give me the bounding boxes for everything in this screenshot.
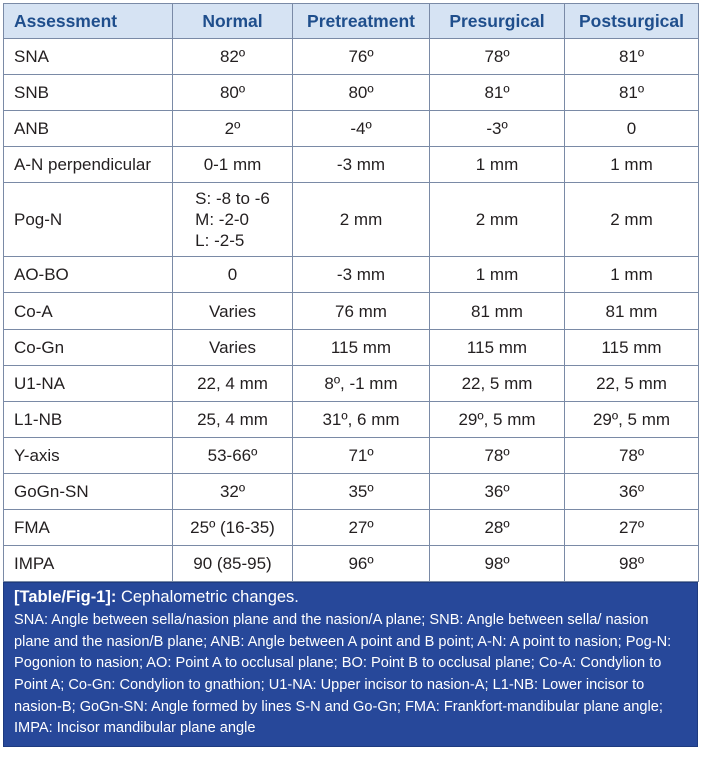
row-label: Y-axis bbox=[4, 437, 173, 473]
value-line: S: -8 to -6 bbox=[195, 189, 270, 209]
table-cell: Varies bbox=[173, 329, 293, 365]
table-cell: -3º bbox=[430, 111, 565, 147]
row-label: U1-NA bbox=[4, 365, 173, 401]
table-cell: 36º bbox=[565, 473, 699, 509]
table-row bbox=[4, 546, 699, 582]
table-cell: -4º bbox=[293, 111, 430, 147]
table-cell: 27º bbox=[293, 510, 430, 546]
table-cell: 2 mm bbox=[430, 183, 565, 257]
row-label: SNB bbox=[4, 75, 173, 111]
table-cell: Varies bbox=[173, 293, 293, 329]
row-label: FMA bbox=[4, 510, 173, 546]
table-cell: -3 mm bbox=[293, 257, 430, 293]
table-row bbox=[4, 473, 699, 509]
table-cell: 25, 4 mm bbox=[173, 401, 293, 437]
header-assessment: Assessment bbox=[4, 4, 173, 39]
table-row bbox=[4, 510, 699, 546]
row-label: Co-Gn bbox=[4, 329, 173, 365]
table-cell: 81º bbox=[430, 75, 565, 111]
header-postsurgical: Postsurgical bbox=[565, 4, 699, 39]
table-cell: 22, 5 mm bbox=[430, 365, 565, 401]
caption-box bbox=[3, 582, 698, 747]
caption-body: SNA: Angle between sella/nasion plane and the nasion/A plane; SNB: Angle between sella/ nasion plane and the nasion/B plane; ANB: Angle between A point and B point; A-N: A point to nasion; Pog-N: Pogonion to nasion; AO: Point A to occlusal plane; BO: Point B to occlusal plane; Co-A: Condylion to Point A; Co-Gn: Condylion to gnathion; U1-NA: Upper incisor to nasion-A; L1-NB: Lower incisor to nasion-B; GoGn-SN: Angle formed by lines S-N and Go-Gn; FMA: Frankfort-mandibular plane angle; IMPA: Incisor mandibular plane angle bbox=[14, 612, 672, 737]
value-line: M: -2-0 bbox=[195, 210, 250, 230]
table-cell: 82º bbox=[173, 39, 293, 75]
table-row bbox=[4, 293, 699, 329]
table-cell: 2º bbox=[173, 111, 293, 147]
table-cell: 0 bbox=[565, 111, 699, 147]
table-cell: 81º bbox=[565, 39, 699, 75]
table-cell: 32º bbox=[173, 473, 293, 509]
table-cell: 115 mm bbox=[430, 329, 565, 365]
table-cell: 1 mm bbox=[565, 257, 699, 293]
table-cell: 115 mm bbox=[293, 329, 430, 365]
table-cell: 53-66º bbox=[173, 437, 293, 473]
table-cell: 71º bbox=[293, 437, 430, 473]
row-label: Co-A bbox=[4, 293, 173, 329]
caption-title-text: Cephalometric changes. bbox=[120, 588, 299, 607]
table-cell: 80º bbox=[293, 75, 430, 111]
row-label: Pog-N bbox=[4, 183, 173, 257]
table-cell: 27º bbox=[565, 510, 699, 546]
row-label: GoGn-SN bbox=[4, 473, 173, 509]
table-row bbox=[4, 329, 699, 365]
table-cell: 76 mm bbox=[293, 293, 430, 329]
table-cell: 22, 4 mm bbox=[173, 365, 293, 401]
table-cell: 35º bbox=[293, 473, 430, 509]
row-label: L1-NB bbox=[4, 401, 173, 437]
table-row bbox=[4, 147, 699, 183]
table-row bbox=[4, 257, 699, 293]
table-cell: 78º bbox=[430, 39, 565, 75]
table-cell: 98º bbox=[430, 546, 565, 582]
table-cell: 78º bbox=[565, 437, 699, 473]
row-label: IMPA bbox=[4, 546, 173, 582]
table-row bbox=[4, 437, 699, 473]
table-cell: -3 mm bbox=[293, 147, 430, 183]
table-cell: 2 mm bbox=[293, 183, 430, 257]
table-cell: 25º (16-35) bbox=[173, 510, 293, 546]
table-row bbox=[4, 365, 699, 401]
figure bbox=[3, 3, 698, 747]
table-cell: 115 mm bbox=[565, 329, 699, 365]
table-cell: 90 (85-95) bbox=[173, 546, 293, 582]
table-cell: 28º bbox=[430, 510, 565, 546]
table-row bbox=[4, 39, 699, 75]
table-cell: 76º bbox=[293, 39, 430, 75]
row-label: AO-BO bbox=[4, 257, 173, 293]
table-cell: 81 mm bbox=[430, 293, 565, 329]
row-label: SNA bbox=[4, 39, 173, 75]
table-cell: 22, 5 mm bbox=[565, 365, 699, 401]
table-row bbox=[4, 111, 699, 147]
table-cell: 0 bbox=[173, 257, 293, 293]
table-cell: 1 mm bbox=[430, 257, 565, 293]
header-row bbox=[4, 4, 699, 39]
caption-label: [Table/Fig-1]: bbox=[14, 588, 117, 607]
table-cell: 98º bbox=[565, 546, 699, 582]
multiline-value bbox=[195, 188, 270, 251]
table-row bbox=[4, 183, 699, 257]
header-pretreatment: Pretreatment bbox=[293, 4, 430, 39]
header-normal: Normal bbox=[173, 4, 293, 39]
table-cell: 81º bbox=[565, 75, 699, 111]
table-cell: 29º, 5 mm bbox=[430, 401, 565, 437]
table-cell: 96º bbox=[293, 546, 430, 582]
table-cell: 1 mm bbox=[430, 147, 565, 183]
header-presurgical: Presurgical bbox=[430, 4, 565, 39]
table-cell: 2 mm bbox=[565, 183, 699, 257]
table-cell: 78º bbox=[430, 437, 565, 473]
row-label: ANB bbox=[4, 111, 173, 147]
table-cell: 0-1 mm bbox=[173, 147, 293, 183]
table-row bbox=[4, 75, 699, 111]
cephalometric-table bbox=[3, 3, 699, 582]
row-label: A-N perpendicular bbox=[4, 147, 173, 183]
table-cell: 29º, 5 mm bbox=[565, 401, 699, 437]
table-cell: 1 mm bbox=[565, 147, 699, 183]
table-cell: 36º bbox=[430, 473, 565, 509]
caption-title bbox=[14, 588, 685, 607]
table-cell bbox=[173, 183, 293, 257]
table-row bbox=[4, 401, 699, 437]
table-cell: 8º, -1 mm bbox=[293, 365, 430, 401]
table-cell: 80º bbox=[173, 75, 293, 111]
value-line: L: -2-5 bbox=[195, 231, 245, 251]
table-cell: 31º, 6 mm bbox=[293, 401, 430, 437]
table-cell: 81 mm bbox=[565, 293, 699, 329]
